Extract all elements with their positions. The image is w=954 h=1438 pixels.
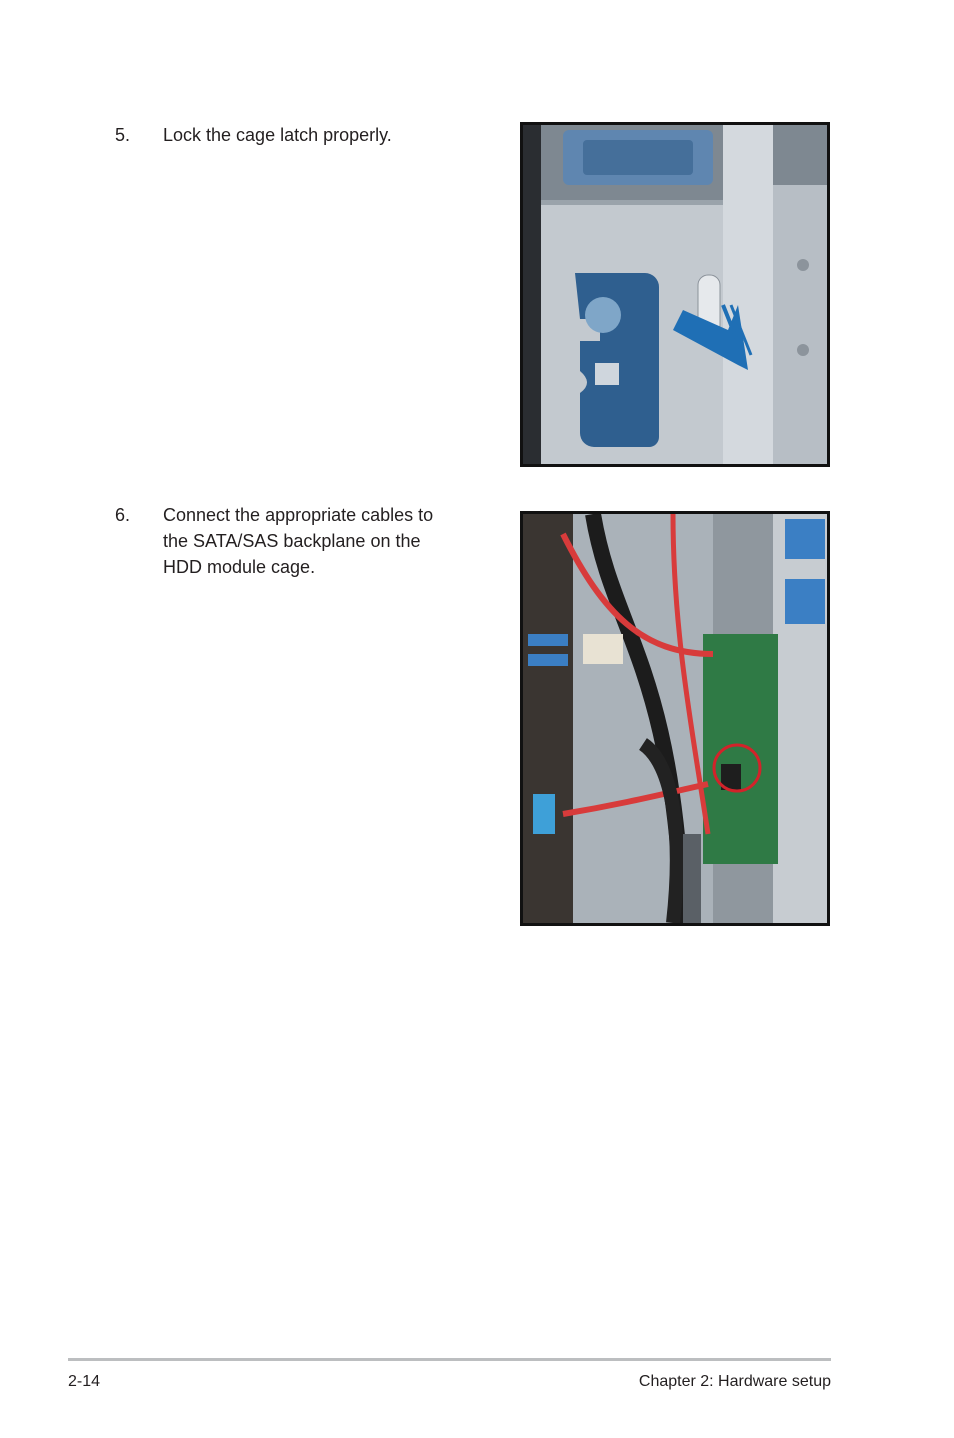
backplane-cables-illustration xyxy=(523,514,827,923)
cage-latch-illustration xyxy=(523,125,827,464)
step-number: 6. xyxy=(115,505,131,525)
backplane-cables-photo xyxy=(520,511,830,926)
step-text: Connect the appropriate cables to the SATA/SAS backplane on the HDD module cage. xyxy=(163,505,434,577)
chapter-title: Chapter 2: Hardware setup xyxy=(638,1373,831,1390)
step-text: Lock the cage latch properly. xyxy=(163,125,392,145)
footer-divider xyxy=(68,1358,831,1361)
step-number: 5. xyxy=(115,125,131,145)
backplane-board xyxy=(703,634,778,864)
cage-latch xyxy=(575,273,659,447)
cage-latch-photo xyxy=(520,122,830,467)
page-number: 2-14 xyxy=(68,1373,101,1390)
